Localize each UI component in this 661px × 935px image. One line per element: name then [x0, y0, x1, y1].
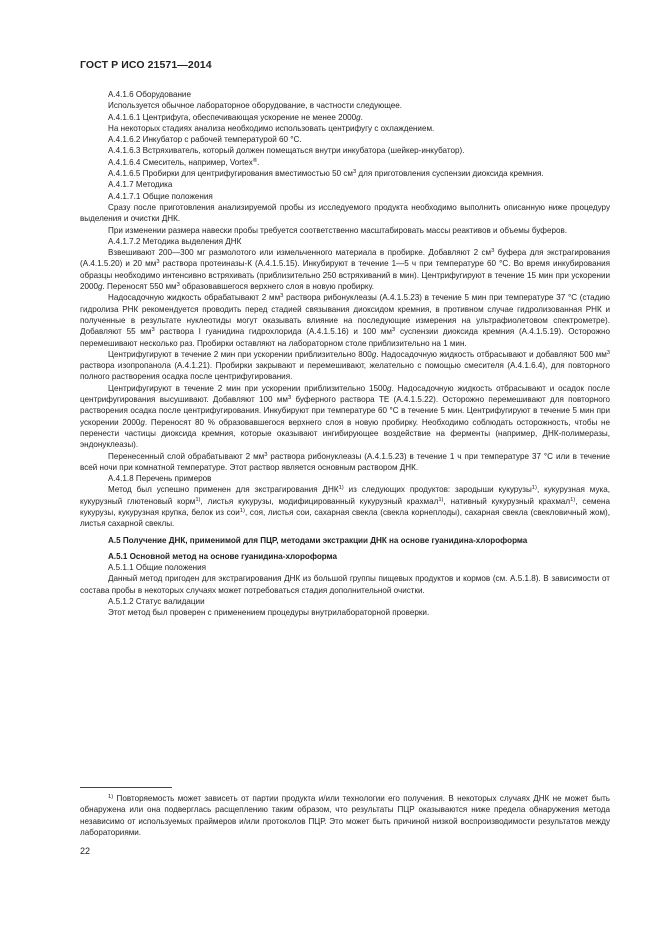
text: А.4.1.6.1 Центрифуга, обеспечивающая ускорение не менее 2000: [108, 112, 357, 122]
footnote-ref: 1): [239, 507, 245, 514]
superscript: 3: [151, 327, 155, 334]
paragraph: [80, 123, 610, 134]
section-heading: [80, 179, 610, 190]
text: раствора рибонуклеазы (А.4.1.5.23) в течение 1 ч при температуре 37 °С или в течение всей ночи при комнатной температуре. Этот раствор является основным раствором ДНК.: [80, 451, 610, 472]
paragraph: [80, 573, 610, 596]
paragraph: [80, 112, 610, 123]
text: А.4.1.7.2 Методика выделения ДНК: [108, 236, 242, 246]
text: А.4.1.6.4 Смеситель, например, Vortex: [108, 157, 253, 167]
text: .: [257, 157, 260, 167]
superscript: 3: [491, 247, 495, 254]
section-heading: [80, 562, 610, 573]
text: А.5.1.1 Общие положения: [108, 563, 206, 573]
text: , семена кукурузы, кукурузная крупка, белок из сои: [80, 496, 610, 517]
page-number: 22: [80, 846, 91, 856]
footnote-ref: 1): [531, 485, 537, 492]
footnote-ref: 1): [338, 485, 344, 492]
paragraph: [80, 484, 610, 529]
text: Центрифугируют в течение 2 мин при ускорении приблизительно 800: [108, 349, 372, 359]
superscript: 3: [264, 451, 268, 458]
paragraph: [80, 100, 610, 111]
text: . Надосадочную жидкость отбрасывают и осадок после центрифугирования высушивают. Добавляют 100 мм: [80, 383, 610, 405]
text: На некоторых стадиях анализа необходимо использовать центрифугу с охлаждением.: [108, 123, 435, 133]
italic-g: g: [98, 282, 103, 292]
text: А.4.1.7.1 Общие положения: [108, 191, 213, 201]
text: А.4.1.8 Перечень примеров: [108, 474, 212, 484]
text: суспензии диоксида кремния (А.4.1.5.19). Осторожно перемешивают несколько раз. Пробирки оставляют на лабораторном столе приблизительно на 1 мин.: [80, 327, 610, 348]
paragraph: [80, 145, 610, 156]
text: А.5.1.2 Статус валидации: [108, 597, 205, 607]
main-text: [80, 89, 610, 619]
text: Используется обычное лабораторное оборудование, в частности следующее.: [108, 101, 403, 111]
text: , кукурузная мука, кукурузный глютеновый корм: [80, 485, 610, 506]
paragraph: [80, 134, 610, 145]
text: А.4.1.7 Методика: [108, 180, 173, 190]
text: Перенесенный слой обрабатывают 2 мм: [108, 451, 265, 461]
superscript: 3: [606, 349, 610, 356]
superscript: 3: [352, 168, 357, 175]
paragraph: [80, 202, 610, 225]
text: образовавшегося верхнего слоя в новую пробирку.: [179, 282, 375, 292]
section-heading: [80, 236, 610, 247]
footnote-ref: 1): [195, 496, 201, 503]
text: Центрифугируют в течение 2 мин при ускорении приблизительно 1500: [108, 383, 388, 393]
superscript: ®: [252, 157, 258, 164]
text: , соя, листья сои, сахарная свекла (свекла корнеплоды), сахарная свекла (свекловичный жом), листья сахарной свеклы.: [80, 507, 610, 529]
paragraph: [80, 292, 610, 348]
text: А.4.1.6.2 Инкубатор с рабочей температурой 60 °С.: [108, 135, 302, 145]
superscript: 3: [392, 327, 396, 334]
paragraph: [80, 607, 610, 618]
text: буфера для экстрагирования (А.4.1.5.20) и 20 мм: [80, 248, 610, 269]
paragraph: [80, 383, 610, 451]
section-heading: [80, 473, 610, 484]
bold-heading: А.5 Получение ДНК, применимой для ПЦР, методами экстракции ДНК на основе гуанидина-хлороформа: [108, 535, 528, 545]
text: Надосадочную жидкость обрабатывают 2 мм: [108, 293, 281, 303]
footnote-mark: 1): [108, 793, 114, 800]
text: , нативный кукурузный крахмал: [443, 496, 571, 506]
italic-g: g: [356, 112, 361, 122]
text: буферного раствора ТЕ (А.4.1.5.22). Осторожно перемешивают для повторного растворения осадка после центрифугирования. Инкубируют при температуре 60 °С в течение 5 мин. Центрифугируют в течение 5 мин при ускорении 2000: [80, 395, 611, 427]
document-header: ГОСТ Р ИСО 21571—2014: [80, 59, 212, 71]
footnote-ref: 1): [570, 496, 576, 503]
text: . Переносят 550 мм: [102, 282, 177, 292]
text: для приготовления суспензии диоксида кремния.: [356, 169, 544, 179]
paragraph: [80, 168, 610, 179]
italic-g: g: [371, 349, 377, 359]
text: А.4.1.6 Оборудование: [108, 90, 191, 99]
superscript: 3: [280, 293, 284, 300]
text: Метод был успешно применен для экстрагирования ДНК: [108, 485, 339, 495]
text: раствора I гуанидина гидрохлорида (А.4.1.5.16) и 100 мм: [154, 327, 392, 337]
footnote-ref: 1): [438, 496, 444, 503]
text: Взвешивают 200—300 мг размолотого или измельченного материала в пробирке. Добавляют 2 см: [108, 248, 492, 258]
paragraph: [80, 349, 610, 383]
footnote-text: [80, 793, 610, 838]
superscript: 3: [287, 394, 292, 401]
text: . Надосадочную жидкость отбрасывают и добавляют 500 мм: [376, 349, 607, 359]
footnote: [80, 793, 610, 838]
italic-g: g: [387, 383, 392, 393]
paragraph: [80, 157, 610, 168]
paragraph: [80, 247, 610, 292]
text: Данный метод пригоден для экстрагирования ДНК из большой группы пищевых продуктов и кормов (см. А.5.1.8). В зависимости от состава пробы в некоторых случаях может потребоваться стадия дополнительной очистки.: [80, 574, 610, 595]
text: Сразу после приготовления анализируемой пробы из исследуемого продукта необходимо выполнить описанную ниже процедуру выделения и очистки ДНК.: [80, 202, 610, 224]
text: . Переносят 80 % образовавшегося верхнего слоя в новую пробирку. Необходимо соблюдать осторожность, чтобы не перенести частицы диоксида кремния, которые оказывают ингибирующее воздействие на ферменты (например, ДНК-полимеразы, эндонуклеазы).: [80, 417, 610, 450]
text: Повторяемость может зависеть от партии продукта и/или технологии его получения. В некоторых случаях ДНК не может быть обнаружена или она подверглась расщеплению таким образом, что результаты ПЦР оказываются ниже предела обнаружения метода независимо от используемых праймеров и/или протоколов ПЦР. Это может быть причиной низкой воспроизводимости результатов между лабораториями.: [80, 794, 610, 837]
text: из следующих продуктов: зародыши кукурузы: [343, 485, 532, 495]
text: При изменении размера навески пробы требуется соответственно масштабировать массы реактивов и объемы буферов.: [108, 225, 568, 235]
footnote-divider: [80, 787, 172, 788]
section-heading: [80, 191, 610, 202]
superscript: 3: [176, 281, 180, 288]
bold-heading: А.5.1 Основной метод на основе гуанидина-хлороформа: [108, 551, 337, 561]
section-heading: [80, 596, 610, 607]
text: А.4.1.6.3 Встряхиватель, который должен помещаться внутри инкубатора (шейкер-инкубатор).: [108, 146, 465, 156]
section-heading: [80, 89, 610, 100]
text: , листья кукурузы, модифицированный кукурузный крахмал: [200, 496, 439, 506]
italic-g: g: [140, 417, 145, 427]
text: раствора протеиназы-К (А.4.1.5.15). Инкубируют в течение 1—5 ч при температуре 60 °С. Во время инкубирования образцы необходимо интенсивно встряхивать (приблизительно 250 встряхиваний в мин). Центрифугируют в течение 15 мин при ускорении 2000: [80, 259, 610, 292]
text: раствора рибонуклеазы (А.4.1.5.23) в течение 5 мин при температуре 37 °С (стадию гидролиза РНК рекомендуется проводить перед стадией связывания диоксидом кремния, в противном случае гидролизованная РНК и полученные в результате нуклеотиды могут оказывать влияние на последующие измерения на ультрафиолетовом спектрометре). Добавляют 55 мм: [80, 293, 610, 337]
text: Этот метод был проверен с применением процедуры внутрилабораторной проверки.: [108, 608, 430, 618]
text: А.4.1.6.5 Пробирки для центрифугирования вместимостью 50 см: [108, 169, 353, 179]
superscript: 3: [156, 259, 160, 266]
paragraph: [80, 225, 610, 236]
text: раствора изопропанола (А.4.1.21). Пробирки закрывают и перемешивают, желательно с помощью смесителя (А.4.1.6.4), для повторного полного растворения осадка после центрифугирования.: [80, 361, 610, 382]
text: .: [360, 112, 363, 122]
paragraph: [80, 451, 610, 474]
